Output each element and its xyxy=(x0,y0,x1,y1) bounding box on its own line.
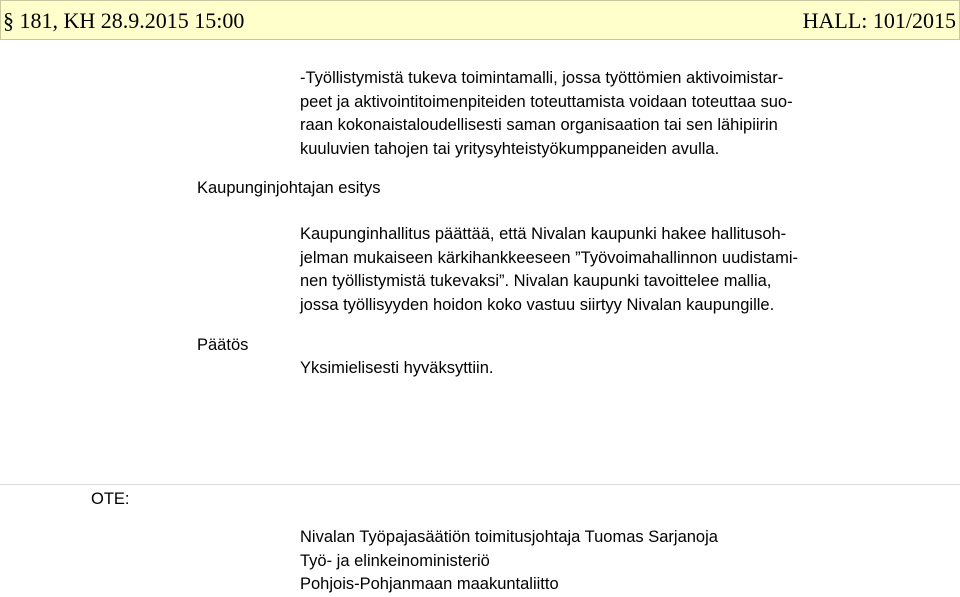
intro-line: kuuluvien tahojen tai yritysyhteistyökumppaneiden avulla. xyxy=(300,139,720,158)
meeting-date: 181, KH 28.9.2015 15:00 xyxy=(19,8,245,33)
proposal-line: nen työllistymistä tukevaksi”. Nivalan kaupunki tavoittelee mallia, xyxy=(300,272,772,291)
decision-label: Päätös xyxy=(197,336,249,354)
meeting-info xyxy=(3,8,244,34)
proposal-paragraph xyxy=(300,223,910,317)
proposal-line: jossa työllisyyden hoidon koko vastuu siirtyy Nivalan kaupungille. xyxy=(300,295,775,314)
extract-recipients xyxy=(300,526,910,597)
reference-number: HALL: 101/2015 xyxy=(802,8,956,33)
proposal-line: Kaupunginhallitus päättää, että Nivalan kaupunki hakee hallitusoh- xyxy=(300,225,787,243)
extract-label: OTE: xyxy=(91,490,130,508)
decision-text: Yksimielisesti hyväksyttiin. xyxy=(300,359,494,377)
page-header xyxy=(0,0,960,40)
proposal-line: jelman mukaiseen kärkihankkeeseen ”Työvoimahallinnon uudistami- xyxy=(300,248,799,267)
proposal-label: Kaupunginjohtajan esitys xyxy=(197,179,381,197)
intro-line: peet ja aktivointitoimenpiteiden toteuttamista voidaan toteuttaa suo- xyxy=(300,92,793,111)
intro-line: raan kokonaistaloudellisesti saman organisaation tai sen lähipiirin xyxy=(300,116,778,135)
intro-paragraph xyxy=(300,67,910,161)
decision-paragraph xyxy=(300,357,910,381)
intro-line: -Työllistymistä tukeva toimintamalli, jossa työttömien aktivoimistar- xyxy=(300,69,784,87)
recipient-item: Työ- ja elinkeinoministeriö xyxy=(300,551,490,570)
recipient-item: Nivalan Työpajasäätiön toimitusjohtaja Tuomas Sarjanoja xyxy=(300,528,718,546)
section-symbol: § xyxy=(3,8,14,33)
recipient-item: Pohjois-Pohjanmaan maakuntaliitto xyxy=(300,575,559,594)
